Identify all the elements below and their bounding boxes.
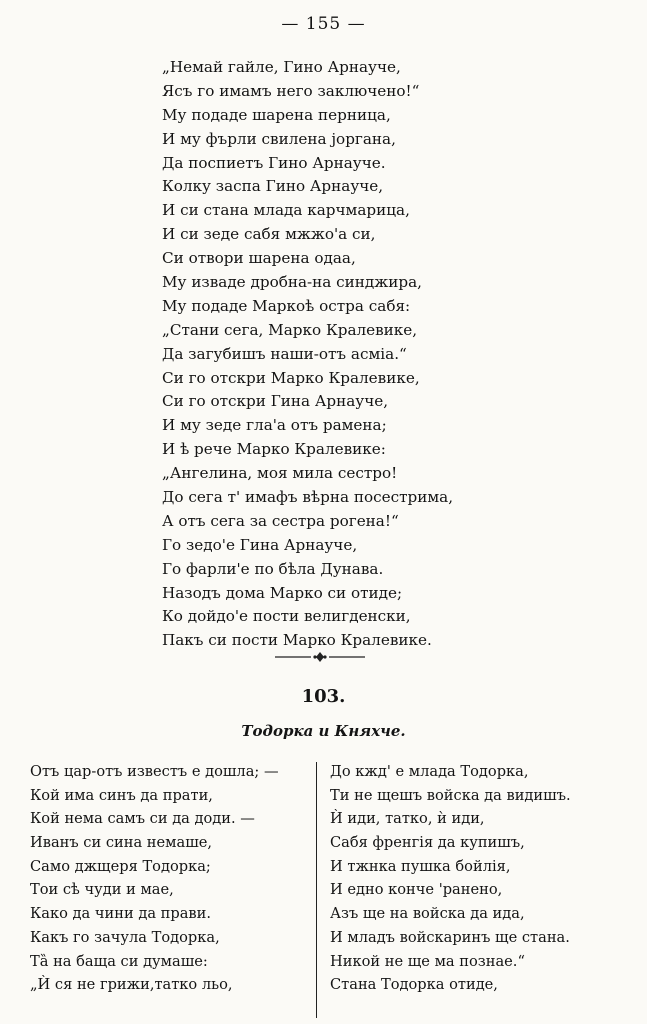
poem-line: Никой не ще ма познае.“ bbox=[330, 952, 525, 970]
poem-line: Колку заспа Гино Арнауче, bbox=[162, 177, 384, 196]
poem-line: Му подаде шарена перница, bbox=[162, 105, 391, 124]
poem-line: И му зеде гла'а отъ рамена; bbox=[162, 416, 387, 435]
poem-line: И си стана млада карчмарица, bbox=[162, 201, 410, 220]
page-number: — 155 — bbox=[281, 14, 366, 34]
poem-line: И тжнка пушка бойлiя, bbox=[330, 857, 511, 875]
poem-line: Да загубишъ наши-отъ асмiа.“ bbox=[162, 344, 407, 363]
poem-line: Ясъ го имамъ него заключено!“ bbox=[162, 81, 420, 100]
poem-line: Да поспиетъ Гино Арнауче. bbox=[162, 153, 386, 172]
poem-line: Ѝ иди, татко, ѝ иди, bbox=[330, 810, 485, 828]
poem-line: И младъ войскаринъ ще стана. bbox=[330, 928, 570, 946]
poem-line: Како да чини да прави. bbox=[30, 905, 212, 923]
poem-line: Отъ цар-отъ известъ е дошла; — bbox=[30, 763, 279, 780]
song-title: Тодорка и Княхче. bbox=[241, 722, 406, 740]
poem-line: Кой нема самъ си да доди. — bbox=[30, 810, 255, 828]
poem-line: Тȁ на баща си думаше: bbox=[30, 952, 208, 970]
poem-line: И му фърли свилена јоргана, bbox=[162, 129, 396, 148]
poem-column-left bbox=[30, 760, 279, 997]
poem-line: Назодъ дома Марко си отиде; bbox=[162, 583, 403, 602]
poem-line: А отъ сега за сестра рогена!“ bbox=[162, 511, 399, 530]
poem-line: Го зедо'е Гина Арнауче, bbox=[162, 535, 358, 554]
poem-line: Си го отскри Гина Арнауче, bbox=[162, 392, 389, 411]
poem-column-right bbox=[330, 760, 571, 997]
poem-line: Си го отскри Марко Кралевике, bbox=[162, 368, 420, 387]
poem-line: Си отвори шарена одаа, bbox=[162, 249, 356, 268]
poem-line: Пакъ си пости Марко Кралевике. bbox=[162, 631, 432, 650]
poem-line: Кой има синъ да прати, bbox=[30, 786, 213, 804]
poem-line: Го фарли'е по бѣла Дунава. bbox=[162, 559, 384, 578]
poem-line: Азъ ще на войска да ида, bbox=[330, 905, 525, 923]
poem-line: Ти не щешъ войска да видишъ. bbox=[330, 786, 571, 804]
poem-line: Иванъ си сина немаше, bbox=[30, 834, 213, 852]
poem-line: И едно конче 'ранено, bbox=[330, 881, 503, 899]
poem-line: И ѣ рече Марко Кралевике: bbox=[162, 440, 386, 459]
poem-line: Само джщеря Тодорка; bbox=[30, 857, 211, 875]
poem-line: Му изваде дробна-на синджира, bbox=[162, 273, 422, 292]
poem-line: Стана Тодорка отиде, bbox=[330, 976, 498, 994]
poem-line: Сабя френгiя да купишъ, bbox=[330, 834, 525, 852]
poem-line: „Ангелина, моя мила сестро! bbox=[162, 464, 398, 483]
poem-line: „Ѝ ся не грижи,татко льо, bbox=[30, 976, 233, 994]
section-ornament bbox=[275, 650, 365, 664]
poem-line: До сега т' имафъ вѣрна посестрима, bbox=[162, 488, 454, 507]
poem-line: Какъ го зачула Тодорка, bbox=[30, 928, 220, 946]
poem-line: Му подаде Маркоѣ остра сабя: bbox=[162, 296, 411, 315]
poem-line: Тои сѣ чуди и мае, bbox=[30, 881, 174, 899]
poem-line: „Немай гайле, Гино Арнауче, bbox=[162, 58, 401, 76]
poem-line: Ко дойдо'е пости велигденски, bbox=[162, 607, 411, 626]
poem-line: До кжд' е млада Тодорка, bbox=[330, 763, 529, 780]
song-number: 103. bbox=[301, 686, 346, 707]
poem-line: „Стани сега, Марко Кралевике, bbox=[162, 320, 418, 339]
column-divider bbox=[316, 762, 317, 1018]
poem-top bbox=[162, 56, 453, 653]
poem-line: И си зеде сабя мжжо'а си, bbox=[162, 225, 376, 244]
